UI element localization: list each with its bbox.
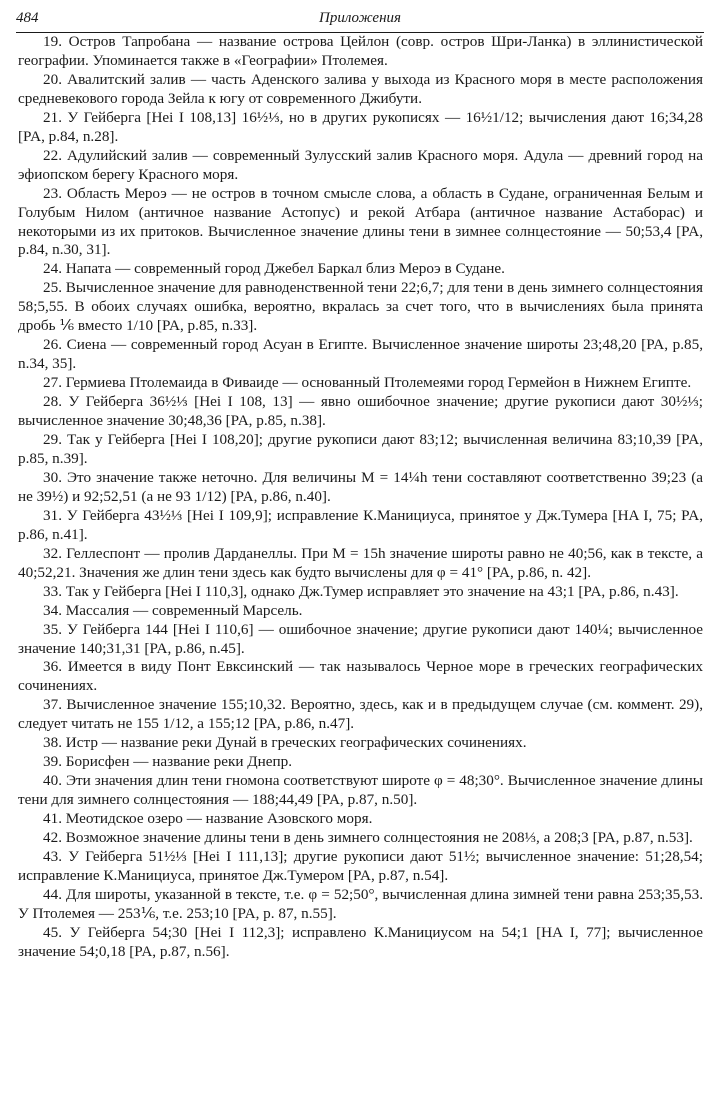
note-32: 32. Геллеспонт — пролив Дарданеллы. При M = 15h значение широты равно не 40;56, как в тексте, а 40;52,21. Значения же длин тени здесь как будто вычислены для φ = 41° [PA, p.86, n. 42].	[18, 544, 703, 581]
note-24: 24. Напата — современный город Джебел Баркал близ Мероэ в Судане.	[43, 260, 505, 278]
note-44: 44. Для широты, указанной в тексте, т.е. φ = 52;50°, вычисленная длина зимней тени равна 253;35,53. У Птолемея — 253⅙, т.е. 253;10 [PA, p. 87, n.55].	[18, 885, 703, 922]
note-40: 40. Эти значения длин тени гномона соответствуют широте φ = 48;30°. Вычисленное значение длины тени для зимнего солнцестояния — 188;44,49 [PA, p.87, n.50].	[18, 772, 703, 809]
note-34: 34. Массалия — современный Марсель.	[43, 601, 303, 619]
note-25: 25. Вычисленное значение для равноденственной тени 22;6,7; для тени в день зимнего солнцестояния 58;5,55. В обоих случаях ошибка, вероятно, вкралась за счет того, что в вычислениях была принята дробь ⅙ вместо 1/10 [PA, p.85, n.33].	[18, 279, 703, 335]
note-37: 37. Вычисленное значение 155;10,32. Вероятно, здесь, как и в предыдущем случае (см. коммент. 29), следует читать не 155 1/12, а 155;12 [PA, p.86, n.47].	[18, 696, 703, 733]
note-27: 27. Гермиева Птолемаида в Фиваиде — основанный Птолемеями город Гермейон в Нижнем Египте.	[43, 374, 692, 392]
note-19: 19. Остров Тапробана — название острова Цейлон (совр. остров Шри-Ланка) в эллинистической географии. Упоминается также в «Географии» Птолемея.	[18, 33, 703, 69]
note-45: 45. У Гейберга 54;30 [Hei I 112,3]; исправлено К.Манициусом на 54;1 [HA I, 77]; вычисленное значение 54;0,18 [PA, p.87, n.56].	[18, 923, 703, 960]
note-26: 26. Сиена — современный город Асуан в Египте. Вычисленное значение широты 23;48,20 [PA, p.85, n.34, 35].	[18, 336, 703, 373]
running-title: Приложения	[318, 10, 401, 26]
page-header	[16, 6, 704, 33]
note-21: 21. У Гейберга [Hei I 108,13] 16½⅓, но в других рукописях — 16½1/12; вычисления дают 16;34,28 [PA, p.84, n.28].	[18, 108, 703, 145]
note-35: 35. У Гейберга 144 [Hei I 110,6] — ошибочное значение; другие рукописи дают 140¼; вычисленное значение 140;31,31 [PA, p.86, n.45].	[18, 620, 703, 657]
note-41: 41. Меотидское озеро — название Азовского моря.	[43, 810, 373, 828]
note-30: 30. Это значение также неточно. Для величины M = 14¼h тени составляют соответственно 39;23 (а не 39½) и 92;52,51 (а не 93 1/12) [PA, p.86, n.40].	[18, 468, 703, 505]
note-43: 43. У Гейберга 51½⅓ [Hei I 111,13]; другие рукописи дают 51½; вычисленное значение: 51;28,54; исправление К.Манициуса, принятое Дж.Тумером [PA, p.87, n.54].	[18, 847, 703, 884]
note-22: 22. Адулийский залив — современный Зулусский залив Красного моря. Адула — древний город на эфиопском берегу Красного моря.	[18, 146, 703, 183]
note-39: 39. Борисфен — название реки Днепр.	[43, 753, 292, 771]
note-28: 28. У Гейберга 36½⅓ [Hei I 108, 13] — явно ошибочное значение; другие рукописи дают 30½⅓; вычисленное значение 30;48,36 [PA, p.85, n.38].	[18, 393, 703, 430]
note-20: 20. Авалитский залив — часть Аденского залива у выхода из Красного моря в месте расположения средневекового города Зейла к югу от современного Джибути.	[18, 70, 703, 107]
note-33: 33. Так у Гейберга [Hei I 110,3], однако Дж.Тумер исправляет это значение на 43;1 [PA, p.86, n.43].	[43, 582, 679, 600]
note-23: 23. Область Мероэ — не остров в точном смысле слова, а область в Судане, ограниченная Белым и Голубым Нилом (античное название Астопус) и рекой Атбара (античное название Астаборас) и некоторыми из их притоков. Вычисленное значение длины тени в зимнее солнцестояние — 50;53,4 [PA, p.84, n.30, 31].	[18, 184, 703, 259]
commentary-notes	[18, 33, 703, 962]
note-31: 31. У Гейберга 43½⅓ [Hei I 109,9]; исправление К.Манициуса, принятое у Дж.Тумера [HA I, 75; PA, p.86, n.41].	[18, 506, 703, 543]
note-38: 38. Истр — название реки Дунай в греческих географических сочинениях.	[43, 734, 527, 752]
note-42: 42. Возможное значение длины тени в день зимнего солнцестояния не 208⅓, а 208;3 [PA, p.87, n.53].	[43, 829, 693, 847]
page-number: 484	[16, 10, 39, 26]
note-29: 29. Так у Гейберга [Hei I 108,20]; другие рукописи дают 83;12; вычисленная величина 83;10,39 [PA, p.85, n.39].	[18, 431, 703, 467]
note-36: 36. Имеется в виду Понт Евксинский — так называлось Черное море в греческих географических сочинениях.	[18, 658, 703, 695]
